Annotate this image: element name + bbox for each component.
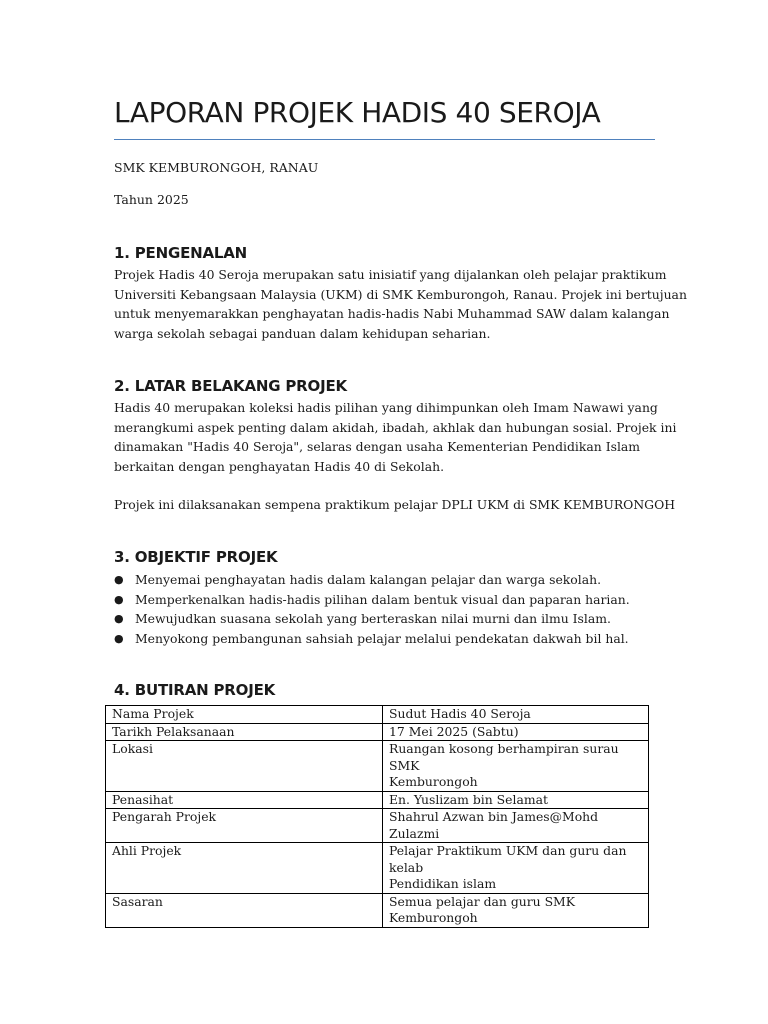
table-cell-label: Nama Projek <box>106 706 383 724</box>
section-heading-latar-belakang: 2. LATAR BELAKANG PROJEK <box>114 377 347 395</box>
table-cell-value <box>383 893 649 927</box>
objective-text: Mewujudkan suasana sekolah yang berteraskan nilai murni dan ilmu Islam. <box>135 611 611 627</box>
table-cell-value <box>383 706 649 724</box>
paragraph-line: Projek Hadis 40 Seroja merupakan satu inisiatif yang dijalankan oleh pelajar praktikum <box>114 267 667 282</box>
section-heading-pengenalan: 1. PENGENALAN <box>114 244 247 262</box>
cell-line: En. Yuslizam bin Selamat <box>389 791 548 807</box>
list-item <box>114 570 630 590</box>
paragraph-line: merangkumi aspek penting dalam akidah, ibadah, akhlak dan hubungan sosial. Projek ini <box>114 419 677 435</box>
table-cell-value <box>383 843 649 894</box>
table-cell-value <box>383 809 649 843</box>
paragraph-line: warga sekolah sebagai panduan dalam kehidupan seharian. <box>114 326 491 342</box>
dpli-note <box>114 495 676 515</box>
bullet-icon: ● <box>114 632 124 646</box>
report-year: Tahun 2025 <box>114 192 189 207</box>
table-row <box>106 893 649 927</box>
table-cell-label: Lokasi <box>106 741 383 792</box>
table-cell-value <box>383 791 649 809</box>
pengenalan-paragraph <box>114 265 687 344</box>
cell-line: Kemburongoh <box>389 774 478 789</box>
cell-line: Shahrul Azwan bin James@Mohd Zulazmi <box>389 809 599 841</box>
cell-line: Pelajar Praktikum UKM dan guru dan kelab <box>389 843 627 875</box>
table-row <box>106 741 649 792</box>
bullet-icon: ● <box>114 592 124 606</box>
document-title: LAPORAN PROJEK HADIS 40 SEROJA <box>114 96 601 129</box>
section-heading-objektif: 3. OBJEKTIF PROJEK <box>114 548 278 566</box>
table-row <box>106 843 649 894</box>
cell-line: Pendidikan islam <box>389 876 497 891</box>
paragraph-line: dinamakan "Hadis 40 Seroja", selaras dengan usaha Kementerian Pendidikan Islam <box>114 439 641 455</box>
table-cell-label: Penasihat <box>106 791 383 809</box>
table-cell-label: Ahli Projek <box>106 843 383 894</box>
cell-line: Sudut Hadis 40 Seroja <box>389 706 531 721</box>
table-cell-label: Pengarah Projek <box>106 809 383 843</box>
table-row <box>106 723 649 741</box>
school-name: SMK KEMBURONGOH, RANAU <box>114 160 319 175</box>
cell-line: Semua pelajar dan guru SMK Kemburongoh <box>389 893 576 925</box>
table-cell-label: Sasaran <box>106 893 383 927</box>
cell-line: 17 Mei 2025 (Sabtu) <box>389 723 519 739</box>
list-item <box>114 609 630 629</box>
objective-text: Menyokong pembangunan sahsiah pelajar melalui pendekatan dakwah bil hal. <box>135 631 629 647</box>
paragraph-line: Hadis 40 merupakan koleksi hadis pilihan yang dihimpunkan oleh Imam Nawawi yang <box>114 400 658 415</box>
paragraph-line: untuk menyemarakkan penghayatan hadis-hadis Nabi Muhammad SAW dalam kalangan <box>114 306 670 322</box>
table-row <box>106 791 649 809</box>
list-item <box>114 590 630 610</box>
project-details-table <box>105 705 649 928</box>
latar-belakang-paragraph <box>114 398 677 477</box>
table-cell-value <box>383 741 649 792</box>
table-cell-label: Tarikh Pelaksanaan <box>106 723 383 741</box>
table-row <box>106 706 649 724</box>
paragraph-line: Universiti Kebangsaan Malaysia (UKM) di SMK Kemburongoh, Ranau. Projek ini bertujuan <box>114 286 687 302</box>
bullet-icon: ● <box>114 612 124 626</box>
paragraph-line: berkaitan dengan penghayatan Hadis 40 di Sekolah. <box>114 459 445 475</box>
section-heading-butiran: 4. BUTIRAN PROJEK <box>114 681 276 699</box>
objective-text: Memperkenalkan hadis-hadis pilihan dalam bentuk visual dan paparan harian. <box>135 591 630 607</box>
table-cell-value <box>383 723 649 741</box>
bullet-icon: ● <box>114 573 124 586</box>
title-underline <box>114 139 655 140</box>
objectives-list <box>114 570 630 649</box>
objective-text: Menyemai penghayatan hadis dalam kalangan pelajar dan warga sekolah. <box>135 572 602 587</box>
list-item <box>114 629 630 649</box>
table-row <box>106 809 649 843</box>
cell-line: Ruangan kosong berhampiran surau SMK <box>389 741 619 773</box>
paragraph-line: Projek ini dilaksanakan sempena praktikum pelajar DPLI UKM di SMK KEMBURONGOH <box>114 497 676 512</box>
